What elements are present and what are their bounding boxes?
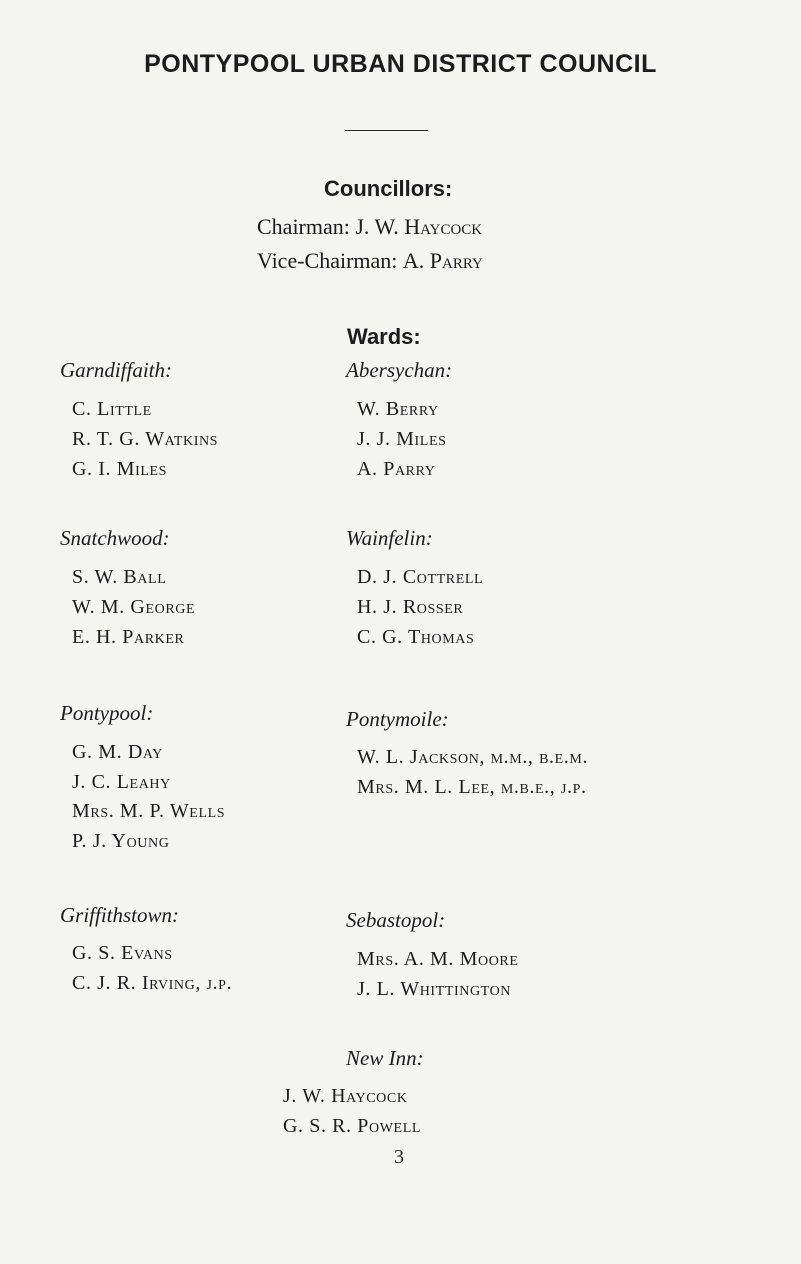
member: G. I. Miles [72, 458, 168, 480]
member: G. S. Evans [72, 942, 173, 964]
ward-name-garndiffaith: Garndiffaith: [60, 358, 173, 382]
ward-name-griffithstown: Griffithstown: [60, 903, 180, 927]
chairman-label: Chairman: [257, 214, 350, 239]
member: W. M. George [72, 596, 196, 618]
ward-name-abersychan: Abersychan: [346, 358, 453, 382]
ward-name-wainfelin: Wainfelin: [346, 526, 433, 550]
member: Mrs. M. P. Wells [72, 800, 226, 822]
ward-name-pontypool: Pontypool: [60, 701, 154, 725]
member: C. J. R. Irving, j.p. [72, 972, 233, 994]
member: R. T. G. Watkins [72, 428, 219, 450]
member: Mrs. M. L. Lee, m.b.e., j.p. [357, 776, 587, 798]
ward-name-pontymoile: Pontymoile: [346, 707, 449, 731]
chairman-line [257, 214, 482, 240]
member: C. G. Thomas [357, 626, 475, 648]
councillors-heading: Councillors: [324, 176, 453, 201]
chairman-name: J. W. Haycock [355, 214, 483, 239]
member: G. S. R. Powell [283, 1115, 422, 1137]
vice-chairman-name: A. Parry [402, 248, 483, 273]
member: J. J. Miles [357, 428, 447, 450]
member: W. Berry [357, 398, 439, 420]
member: C. Little [72, 398, 152, 420]
vice-chairman-line [257, 248, 483, 274]
page-title: PONTYPOOL URBAN DISTRICT COUNCIL [144, 50, 657, 78]
member: J. W. Haycock [283, 1085, 408, 1107]
member: J. L. Whittington [357, 978, 511, 1000]
member: S. W. Ball [72, 566, 167, 588]
member: J. C. Leahy [72, 771, 171, 793]
member: D. J. Cottrell [357, 566, 484, 588]
wards-heading: Wards: [347, 324, 421, 349]
member: P. J. Young [72, 830, 170, 852]
member: E. H. Parker [72, 626, 185, 648]
ward-name-sebastopol: Sebastopol: [346, 908, 446, 932]
ward-name-new-inn: New Inn: [346, 1046, 424, 1070]
member: Mrs. A. M. Moore [357, 948, 519, 970]
member: G. M. Day [72, 741, 164, 763]
member: W. L. Jackson, m.m., b.e.m. [357, 746, 589, 768]
vice-chairman-label: Vice-Chairman: [257, 248, 398, 273]
member: A. Parry [357, 458, 436, 480]
member: H. J. Rosser [357, 596, 464, 618]
ward-name-snatchwood: Snatchwood: [60, 526, 170, 550]
page-number: 3 [394, 1146, 404, 1168]
title-divider [345, 130, 428, 131]
